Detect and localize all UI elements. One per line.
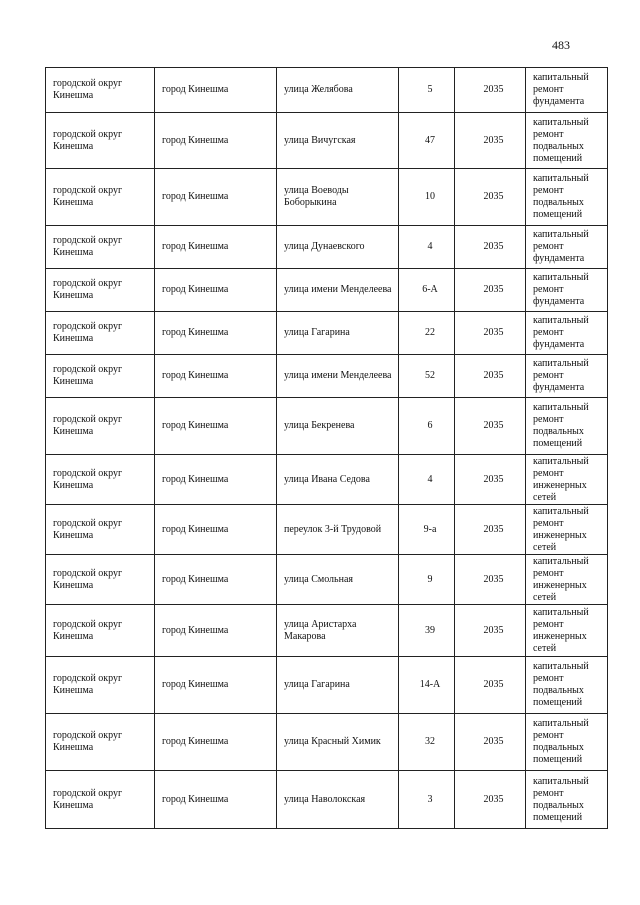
year-cell: 2035 [455,605,526,657]
year-cell: 2035 [455,771,526,829]
table-row [46,226,608,269]
municipal-district-cell: городской округ Кинешма [46,455,155,505]
work-type-cell: капитальный ремонт инженерных сетей [526,555,608,605]
work-type-cell: капитальный ремонт подвальных помещений [526,771,608,829]
municipal-district-cell: городской округ Кинешма [46,714,155,771]
year-cell: 2035 [455,312,526,355]
table-row [46,714,608,771]
municipal-district-cell: городской округ Кинешма [46,555,155,605]
settlement-cell: город Кинешма [155,605,277,657]
municipal-district-cell: городской округ Кинешма [46,398,155,455]
house-number-cell: 22 [399,312,455,355]
year-cell: 2035 [455,169,526,226]
settlement-cell: город Кинешма [155,771,277,829]
housing-repair-table [45,67,608,829]
house-number-cell: 9-а [399,505,455,555]
work-type-cell: капитальный ремонт инженерных сетей [526,455,608,505]
year-cell: 2035 [455,113,526,169]
house-number-cell: 10 [399,169,455,226]
year-cell: 2035 [455,226,526,269]
settlement-cell: город Кинешма [155,355,277,398]
work-type-cell: капитальный ремонт фундамента [526,312,608,355]
house-number-cell: 6 [399,398,455,455]
house-number-cell: 5 [399,68,455,113]
work-type-cell: капитальный ремонт подвальных помещений [526,113,608,169]
year-cell: 2035 [455,455,526,505]
year-cell: 2035 [455,68,526,113]
settlement-cell: город Кинешма [155,657,277,714]
work-type-cell: капитальный ремонт подвальных помещений [526,169,608,226]
house-number-cell: 4 [399,226,455,269]
house-number-cell: 14-А [399,657,455,714]
settlement-cell: город Кинешма [155,555,277,605]
table-row [46,605,608,657]
work-type-cell: капитальный ремонт фундамента [526,355,608,398]
street-cell: улица Наволокская [277,771,399,829]
work-type-cell: капитальный ремонт фундамента [526,68,608,113]
municipal-district-cell: городской округ Кинешма [46,505,155,555]
settlement-cell: город Кинешма [155,505,277,555]
municipal-district-cell: городской округ Кинешма [46,269,155,312]
table-row [46,113,608,169]
house-number-cell: 39 [399,605,455,657]
settlement-cell: город Кинешма [155,398,277,455]
municipal-district-cell: городской округ Кинешма [46,68,155,113]
settlement-cell: город Кинешма [155,226,277,269]
municipal-district-cell: городской округ Кинешма [46,657,155,714]
table-row [46,68,608,113]
street-cell: улица Дунаевского [277,226,399,269]
municipal-district-cell: городской округ Кинешма [46,226,155,269]
work-type-cell: капитальный ремонт подвальных помещений [526,657,608,714]
settlement-cell: город Кинешма [155,68,277,113]
table-row [46,355,608,398]
settlement-cell: город Кинешма [155,312,277,355]
year-cell: 2035 [455,355,526,398]
municipal-district-cell: городской округ Кинешма [46,312,155,355]
house-number-cell: 32 [399,714,455,771]
table-row [46,555,608,605]
house-number-cell: 6-А [399,269,455,312]
street-cell: улица Желябова [277,68,399,113]
settlement-cell: город Кинешма [155,113,277,169]
street-cell: улица Гагарина [277,312,399,355]
year-cell: 2035 [455,398,526,455]
year-cell: 2035 [455,269,526,312]
settlement-cell: город Кинешма [155,269,277,312]
table-row [46,657,608,714]
settlement-cell: город Кинешма [155,455,277,505]
table-row [46,169,608,226]
page-number: 483 [552,38,570,52]
street-cell: улица Воеводы Боборыкина [277,169,399,226]
street-cell: улица Вичугская [277,113,399,169]
table-row [46,269,608,312]
house-number-cell: 4 [399,455,455,505]
house-number-cell: 9 [399,555,455,605]
work-type-cell: капитальный ремонт фундамента [526,226,608,269]
street-cell: улица Гагарина [277,657,399,714]
street-cell: улица имени Менделеева [277,355,399,398]
year-cell: 2035 [455,714,526,771]
year-cell: 2035 [455,555,526,605]
house-number-cell: 47 [399,113,455,169]
year-cell: 2035 [455,657,526,714]
work-type-cell: капитальный ремонт инженерных сетей [526,505,608,555]
street-cell: улица имени Менделеева [277,269,399,312]
year-cell: 2035 [455,505,526,555]
house-number-cell: 52 [399,355,455,398]
municipal-district-cell: городской округ Кинешма [46,169,155,226]
street-cell: улица Бекренева [277,398,399,455]
street-cell: улица Ивана Седова [277,455,399,505]
table-row [46,455,608,505]
street-cell: улица Красный Химик [277,714,399,771]
table-row [46,312,608,355]
settlement-cell: город Кинешма [155,169,277,226]
table-row [46,505,608,555]
municipal-district-cell: городской округ Кинешма [46,113,155,169]
settlement-cell: город Кинешма [155,714,277,771]
table-row [46,771,608,829]
municipal-district-cell: городской округ Кинешма [46,771,155,829]
street-cell: улица Смольная [277,555,399,605]
house-number-cell: 3 [399,771,455,829]
work-type-cell: капитальный ремонт инженерных сетей [526,605,608,657]
street-cell: улица Аристарха Макарова [277,605,399,657]
work-type-cell: капитальный ремонт фундамента [526,269,608,312]
municipal-district-cell: городской округ Кинешма [46,605,155,657]
street-cell: переулок 3-й Трудовой [277,505,399,555]
work-type-cell: капитальный ремонт подвальных помещений [526,714,608,771]
work-type-cell: капитальный ремонт подвальных помещений [526,398,608,455]
municipal-district-cell: городской округ Кинешма [46,355,155,398]
table-row [46,398,608,455]
